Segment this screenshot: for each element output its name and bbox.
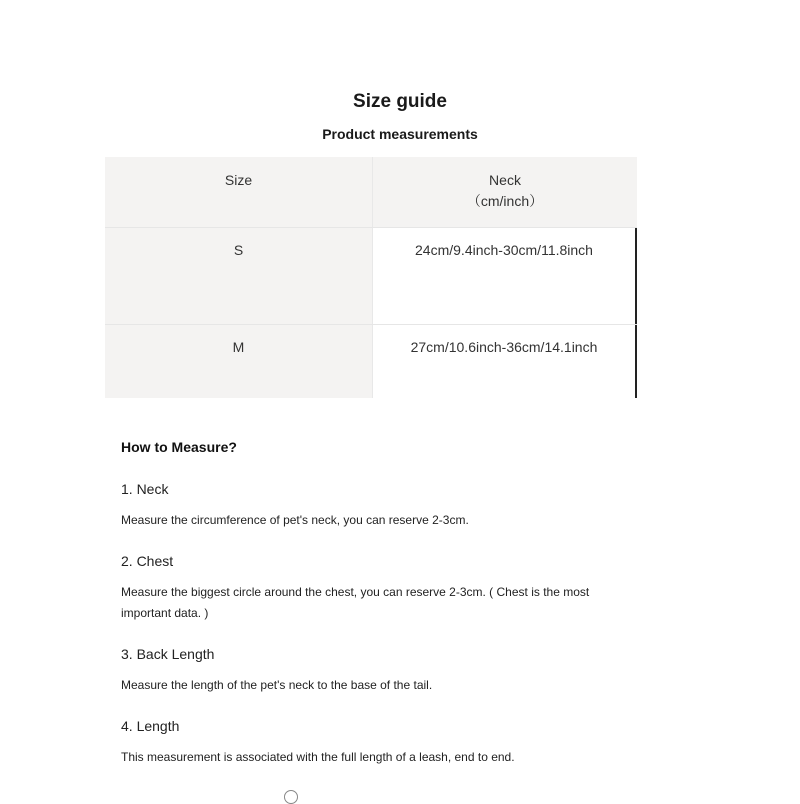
neck-cell: 27cm/10.6inch-36cm/14.1inch <box>373 325 637 398</box>
page-subtitle: Product measurements <box>322 126 478 142</box>
size-cell: S <box>105 228 373 325</box>
size-cell: M <box>105 325 373 398</box>
header-neck-unit: （cm/inch） <box>466 193 544 209</box>
step-desc-chest: Measure the biggest circle around the chest, you can reserve 2-3cm. ( Chest is the most important data. ) <box>121 585 590 620</box>
neck-cell: 24cm/9.4inch-30cm/11.8inch <box>373 228 637 325</box>
circle-outline-icon <box>284 790 298 804</box>
table-header-row <box>105 157 637 227</box>
header-neck-label: Neck <box>489 172 521 188</box>
step-title-length: 4. Length <box>121 718 180 734</box>
step-desc-length: This measurement is associated with the full length of a leash, end to end. <box>121 750 515 764</box>
how-to-measure-heading: How to Measure? <box>121 439 237 455</box>
table-row <box>105 227 637 325</box>
header-neck <box>373 157 637 227</box>
step-desc-back-length: Measure the length of the pet's neck to the base of the tail. <box>121 678 433 692</box>
step-desc-neck: Measure the circumference of pet's neck, you can reserve 2-3cm. <box>121 513 469 527</box>
step-title-back-length: 3. Back Length <box>121 646 215 662</box>
table-row <box>105 324 637 398</box>
page-title: Size guide <box>353 91 447 112</box>
step-title-neck: 1. Neck <box>121 481 169 497</box>
size-table <box>105 157 637 397</box>
header-size: Size <box>105 157 373 227</box>
step-title-chest: 2. Chest <box>121 553 174 569</box>
